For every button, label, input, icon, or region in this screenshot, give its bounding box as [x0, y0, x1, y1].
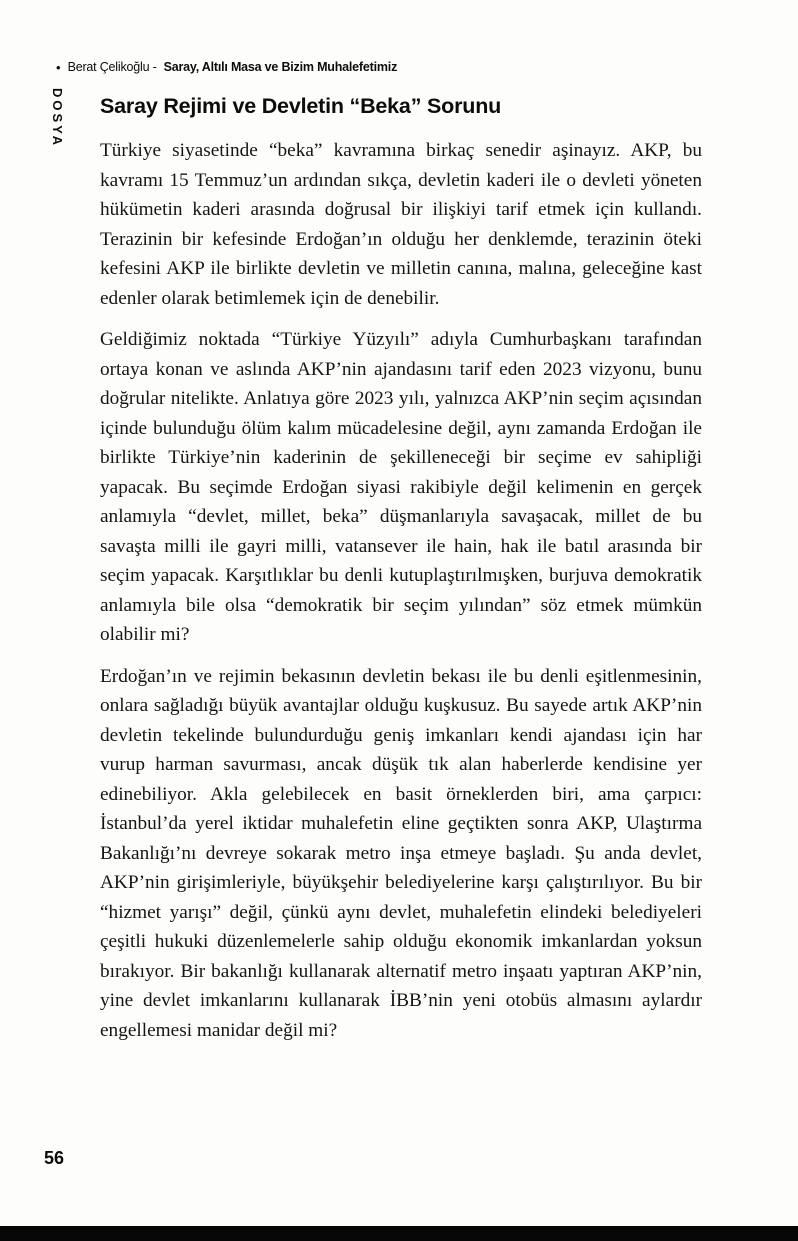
- running-header-author: Berat Çelikoğlu -: [67, 60, 157, 74]
- section-label-dosya: DOSYA: [50, 88, 65, 149]
- bottom-black-bar: [0, 1226, 798, 1241]
- body-paragraph: Türkiye siyasetinde “beka” kavramına birkaç senedir aşinayız. AKP, bu kavramı 15 Temmuz’un ardından sıkça, devletin kaderi ile o devleti yöneten hükümetin kaderi arasında doğrusal bir ilişkiyi tarif etmek için kullandı. Terazinin bir kefesinde Erdoğan’ın olduğu her denklemde, terazinin öteki kefesini AKP ile birlikte devletin ve milletin canına, malına, geleceğine kast edenler olarak betimlemek için de denebilir.: [100, 140, 702, 309]
- chapter-title: Saray Rejimi ve Devletin “Beka” Sorunu: [100, 94, 502, 118]
- body-paragraph: Erdoğan’ın ve rejimin bekasının devletin bekası ile bu denli eşitlenmesinin, onlara sağladığı büyük avantajlar olduğu kuşkusuz. Bu sayede artık AKP’nin devletin tekelinde bulundurduğu geniş imkanları kendi ajandası için har vurup harman savurması, ancak düşük tık alan haberlerde kendisine yer edinebiliyor. Akla gelebilecek en basit örneklerden biri, ama çarpıcı: İstanbul’da yerel iktidar muhalefetin eline geçtikten sonra AKP, Ulaştırma Bakanlığı’nı devreye sokarak metro inşa etmeye başladı. Şu anda devlet, AKP’nin girişimleriyle, büyükşehir belediyelerine karşı çalıştırılıyor. Bu bir “hizmet yarışı” değil, çünkü aynı devlet, muhalefetin elindeki belediyeleri çeşitli hukuki düzenlemelerle sahip olduğu ekonomik imkanlardan yoksun bırakıyor. Bir bakanlığı kullanarak alternatif metro inşaatı yaptıran AKP’nin, yine devlet imkanlarını kullanarak İBB’nin yeni otobüs almasını aylardır engellemesi manidar değil mi?: [100, 665, 702, 1041]
- body-text: [100, 136, 702, 1057]
- bullet-icon: •: [56, 60, 61, 75]
- page-number: 56: [44, 1148, 65, 1168]
- body-paragraph: Geldiğimiz noktada “Türkiye Yüzyılı” adıyla Cumhurbaşkanı tarafından ortaya konan ve aslında AKP’nin ajandasını tarif eden 2023 vizyonu, bunu doğrular nitelikte. Anlatıya göre 2023 yılı, yalnızca AKP’nin seçim açısından içinde bulunduğu ölüm kalım mücadelesine değil, aynı zamanda Erdoğan ile birlikte Türkiye’nin kaderinin de şekilleneceği bir seçime ev sahipliği yapacak. Bu seçimde Erdoğan siyasi rakibiyle değil kelimenin en gerçek anlamıyla “devlet, millet, beka” düşmanlarıyla savaşacak, millet de bu savaşta milli ile gayri milli, vatansever ile hain, hak ile batıl arasında bir seçim yapacak. Karşıtlıklar bu denli kutuplaştırılmışken, burjuva demokratik anlamıyla bile olsa “demokratik bir seçim yılından” söz etmek mümkün olabilir mi?: [100, 329, 702, 645]
- running-header: [56, 60, 397, 74]
- running-header-book-title: Saray, Altılı Masa ve Bizim Muhalefetimiz: [163, 60, 398, 74]
